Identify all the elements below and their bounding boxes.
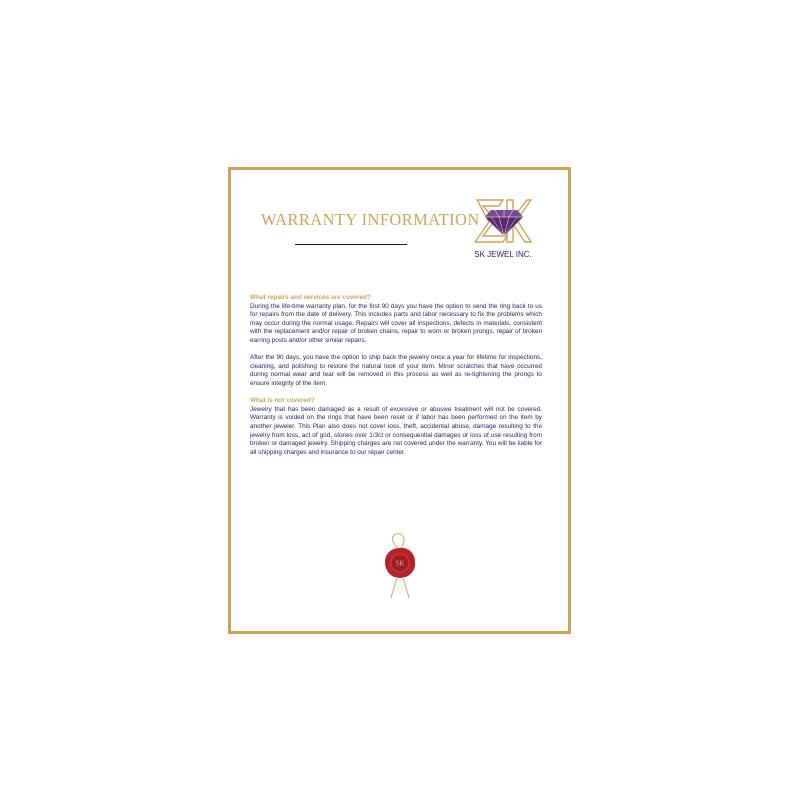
- company-name: SK JEWEL INC.: [474, 250, 532, 259]
- section-heading-not-covered: What is not covered?: [250, 397, 315, 405]
- section-heading-covered: What repairs and services are covered?: [250, 294, 371, 301]
- wax-seal-icon: [382, 532, 418, 600]
- page-title: WARRANTY INFORMATION: [261, 210, 480, 229]
- warranty-body: [250, 294, 542, 457]
- warranty-card: [228, 167, 571, 634]
- paragraph-not-covered: Jewelry that has been damaged as a result of excessive or abusive treatment will not be covered. Warranty is voided on the rings that have been reset or if labor has been performed on the item by another jeweler. This Plan also does not cover loss, theft, accidental abuse, damage resulting to the jewelry from loss, act of god, stones over 1/3ct or consequential damages or loss of use resulting from broken or damaged jewelry. Shipping charges are not covered under the warranty. You will be liable for all shipping charges and insurance to our repair center.: [250, 405, 542, 456]
- title-underline: [295, 244, 407, 245]
- seal-monogram: SK: [395, 559, 405, 568]
- paragraph-covered-first-90-days: During the life-time warranty plan, for the first 90 days you have the option to send the ring back to us for repairs from the date of delivery. This includes parts and labor necessary to fix the problems which may occur during the normal usage. Repairs will cover all inspections, defects in materials, consistent with the replacement and/or repair of broken chains, repair to worn or broken prongs, repair of broken earring posts and/or other similar repairs.: [250, 302, 542, 344]
- sk-diamond-logo-icon: [473, 196, 533, 246]
- paragraph-covered-after-90-days: After the 90 days, you have the option to ship back the jewelry once a year for lifetime for inspections, cleaning, and polishing to restore the natural look of your item. Minor scratches that have occurred during normal wear and tear will be removed in this process as well as re-tightening the prongs to ensure integrity of the item.: [250, 354, 542, 387]
